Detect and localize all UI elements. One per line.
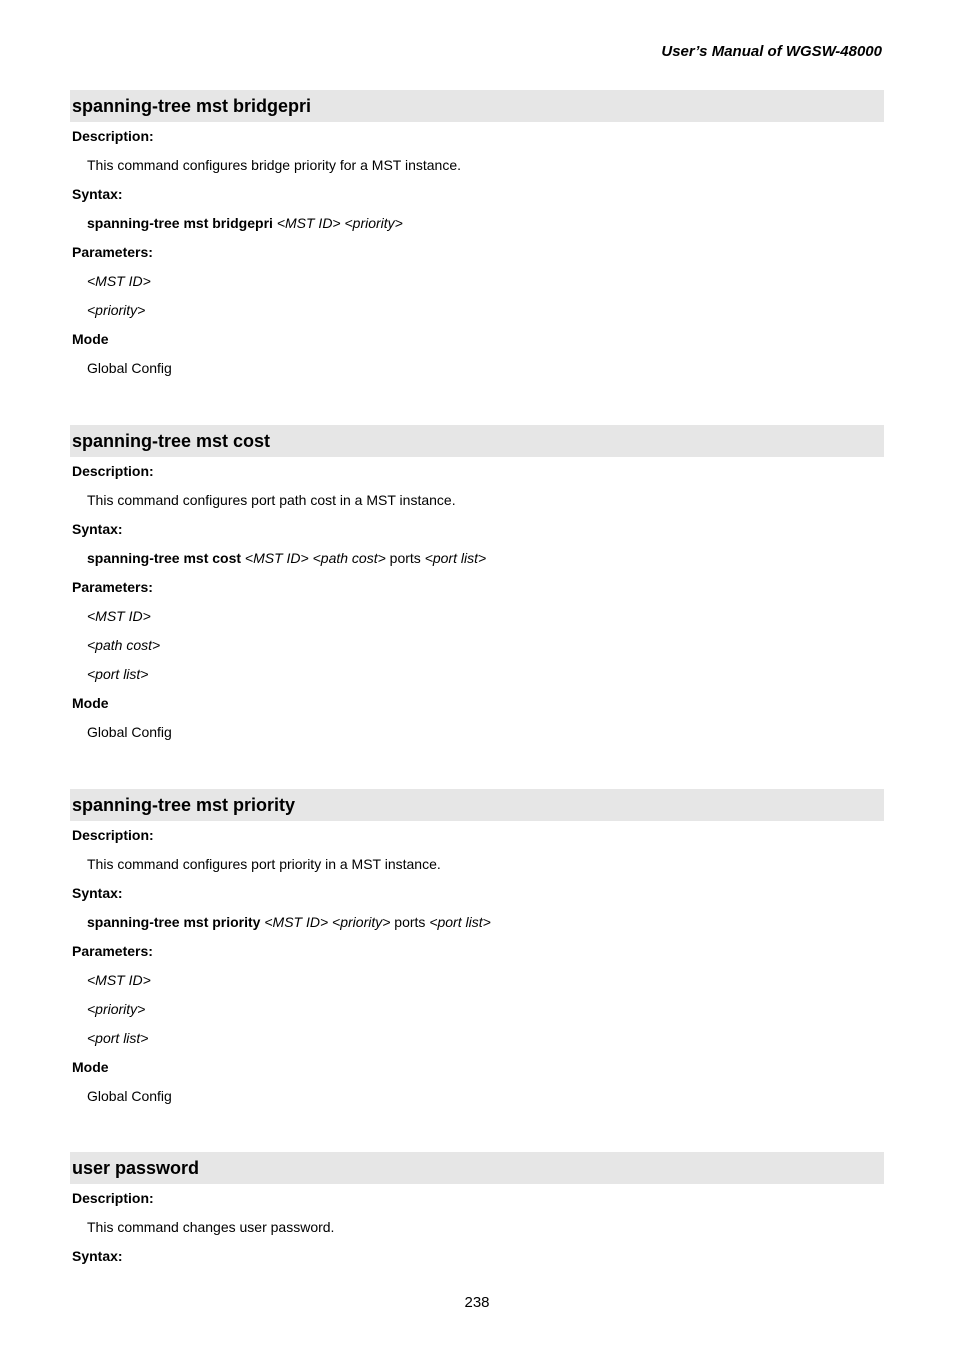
- syntax-keyword: ports: [394, 914, 426, 930]
- mode-value: Global Config: [87, 360, 172, 376]
- syntax-arg: <priority>: [344, 215, 403, 231]
- parameter-item: <MST ID>: [87, 608, 151, 624]
- mode-value: Global Config: [87, 724, 172, 740]
- section-title: spanning-tree mst priority: [70, 789, 884, 821]
- description-text: This command configures bridge priority for a MST instance.: [87, 157, 462, 173]
- syntax-label: Syntax:: [72, 521, 123, 537]
- parameters-label: Parameters:: [72, 943, 153, 959]
- description-label: Description:: [72, 463, 154, 479]
- syntax-arg: <port list>: [429, 914, 491, 930]
- section-mst-bridgepri: [70, 90, 884, 383]
- description-label: Description:: [72, 827, 154, 843]
- parameters-label: Parameters:: [72, 244, 153, 260]
- syntax-command: spanning-tree mst priority: [87, 914, 261, 930]
- manual-header: User’s Manual of WGSW-48000: [661, 43, 882, 60]
- section-mst-cost: [70, 425, 884, 747]
- syntax-line: [70, 908, 884, 937]
- syntax-command: spanning-tree mst bridgepri: [87, 215, 273, 231]
- section-user-password: [70, 1152, 884, 1271]
- syntax-arg: <path cost>: [312, 550, 386, 566]
- syntax-arg: <port list>: [424, 550, 487, 566]
- mode-label: Mode: [72, 695, 109, 711]
- syntax-arg: <MST ID>: [276, 215, 341, 231]
- syntax-label: Syntax:: [72, 885, 123, 901]
- syntax-line: [70, 544, 884, 573]
- description-label: Description:: [72, 128, 154, 144]
- parameter-item: <MST ID>: [87, 273, 151, 289]
- syntax-label: Syntax:: [72, 186, 123, 202]
- syntax-arg: <MST ID>: [264, 914, 329, 930]
- mode-label: Mode: [72, 1059, 109, 1075]
- section-title: spanning-tree mst cost: [70, 425, 884, 457]
- syntax-command: spanning-tree mst cost: [87, 550, 242, 566]
- parameter-item: <priority>: [87, 1001, 146, 1017]
- mode-label: Mode: [72, 331, 109, 347]
- parameter-item: <port list>: [87, 1030, 149, 1046]
- parameter-item: <port list>: [87, 666, 149, 682]
- description-label: Description:: [72, 1190, 154, 1206]
- description-text: This command configures port priority in a MST instance.: [87, 856, 441, 872]
- mode-value: Global Config: [87, 1088, 172, 1104]
- parameters-label: Parameters:: [72, 579, 153, 595]
- parameter-item: <priority>: [87, 302, 146, 318]
- section-title: spanning-tree mst bridgepri: [70, 90, 884, 122]
- syntax-arg: <priority>: [332, 914, 391, 930]
- section-mst-priority: [70, 789, 884, 1111]
- syntax-line: [70, 209, 884, 238]
- description-text: This command configures port path cost in a MST instance.: [87, 492, 456, 508]
- page-number: 238: [464, 1294, 490, 1311]
- section-title: user password: [70, 1152, 884, 1184]
- parameter-item: <MST ID>: [87, 972, 151, 988]
- syntax-label: Syntax:: [72, 1248, 123, 1264]
- description-text: This command changes user password.: [87, 1219, 335, 1235]
- parameter-item: <path cost>: [87, 637, 161, 653]
- syntax-keyword: ports: [389, 550, 421, 566]
- syntax-arg: <MST ID>: [244, 550, 309, 566]
